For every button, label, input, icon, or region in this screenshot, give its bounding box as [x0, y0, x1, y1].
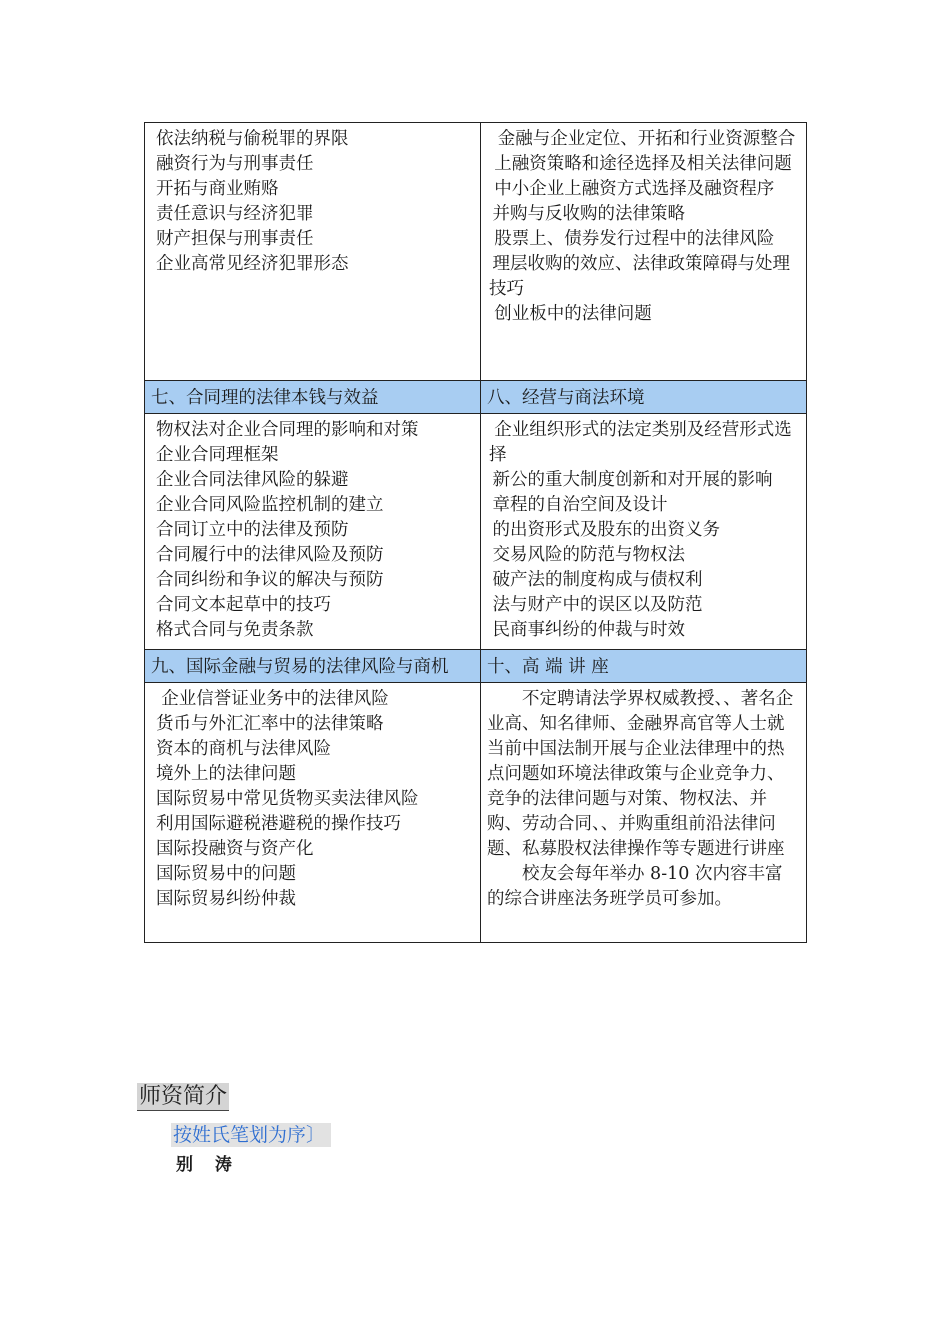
curriculum-table: [144, 122, 807, 943]
section-heading-business-law: 八、经营与商法环境: [481, 381, 807, 414]
list-item: 章程的自治空间及设计: [492, 495, 668, 515]
list-item: 融资行为与刑事责任: [156, 154, 314, 174]
teacher-name: 别 涛: [176, 1155, 240, 1175]
list-item: 企业组织形式的法定类别及经营形式选择: [489, 420, 792, 465]
list-item: 合同文本起草中的技巧: [156, 595, 331, 615]
list-item: 创业板中的法律问题: [494, 304, 652, 324]
table-row: [145, 123, 807, 381]
list-item: 格式合同与免责条款: [156, 620, 314, 640]
list-item: 新公的重大制度创新和对开展的影响: [492, 470, 773, 490]
cell-business-law-topics: [481, 414, 807, 650]
list-item: 国际贸易中的问题: [156, 864, 296, 884]
section-heading-contract: 七、合同理的法律本钱与效益: [145, 381, 481, 414]
list-item: 股票上、债券发行过程中的法律风险: [494, 229, 775, 249]
cell-lecture-description: [481, 683, 807, 943]
lecture-paragraph: 不定聘请法学界权威教授、、著名企业高、知名律师、金融界高官等人士就当前中国法制开展与企业法律理中的热点问题如环境法律政策与企业竞争力、竞争的法律问题与对策、物权法、并购、劳动合同、、并购重组前沿法律问题、私募股权法律操作等专题进行讲座: [487, 689, 794, 859]
list-item: 企业合同法律风险的躲避: [156, 470, 349, 490]
list-item: 资本的商机与法律风险: [156, 739, 331, 759]
cell-finance-topics: [481, 123, 807, 381]
list-item: 上融资策略和途径选择及相关法律问题: [494, 154, 792, 174]
list-item: 企业信誉证业务中的法律风险: [161, 689, 389, 709]
list-item: 利用国际避税港避税的操作技巧: [156, 814, 401, 834]
list-item: 中小企业上融资方式选择及融资程序: [494, 179, 775, 199]
section-heading-international: 九、国际金融与贸易的法律风险与商机: [145, 650, 481, 683]
table-row: [145, 414, 807, 650]
lecture-paragraph: 校友会每年举办 8-10 次内容丰富的综合讲座法务班学员可参加。: [487, 864, 783, 909]
list-item: 理层收购的效应、法律政策障碍与处理技巧: [489, 254, 790, 299]
cell-international-topics: [145, 683, 481, 943]
list-item: 民商事纠纷的仲裁与时效: [492, 620, 685, 640]
list-item: 破产法的制度构成与债权利: [492, 570, 703, 590]
section-heading-lectures: 十、高 端 讲 座: [481, 650, 807, 683]
list-item: 依法纳税与偷税罪的界限: [156, 129, 349, 149]
list-item: 合同履行中的法律风险及预防: [156, 545, 384, 565]
list-item: 交易风险的防范与物权法: [492, 545, 685, 565]
section-header-row: [145, 650, 807, 683]
list-item: 法与财产中的误区以及防范: [492, 595, 703, 615]
list-item: 国际贸易中常见货物买卖法律风险: [156, 789, 419, 809]
list-item: 财产担保与刑事责任: [156, 229, 314, 249]
cell-criminal-topics: [145, 123, 481, 381]
order-note: 按姓氏笔划为序〕: [171, 1123, 331, 1147]
list-item: 国际贸易纠纷仲裁: [156, 889, 296, 909]
list-item: 货币与外汇汇率中的法律策略: [156, 714, 384, 734]
list-item: 国际投融资与资产化: [156, 839, 314, 859]
list-item: 企业合同风险监控机制的建立: [156, 495, 384, 515]
list-item: 企业高常见经济犯罪形态: [156, 254, 349, 274]
list-item: 并购与反收购的法律策略: [492, 204, 685, 224]
list-item: 境外上的法律问题: [156, 764, 296, 784]
list-item: 开拓与商业贿赂: [156, 179, 279, 199]
section-title: 师资简介: [139, 1084, 228, 1109]
list-item: 企业合同理框架: [156, 445, 279, 465]
list-item: 合同纠纷和争议的解决与预防: [156, 570, 384, 590]
list-item: 物权法对企业合同理的影响和对策: [156, 420, 419, 440]
list-item: 金融与企业定位、开拓和行业资源整合: [497, 129, 796, 149]
section-header-row: [145, 381, 807, 414]
list-item: 合同订立中的法律及预防: [156, 520, 349, 540]
list-item: 责任意识与经济犯罪: [156, 204, 314, 224]
table-row: [145, 683, 807, 943]
cell-contract-topics: [145, 414, 481, 650]
list-item: 的出资形式及股东的出资义务: [492, 520, 720, 540]
